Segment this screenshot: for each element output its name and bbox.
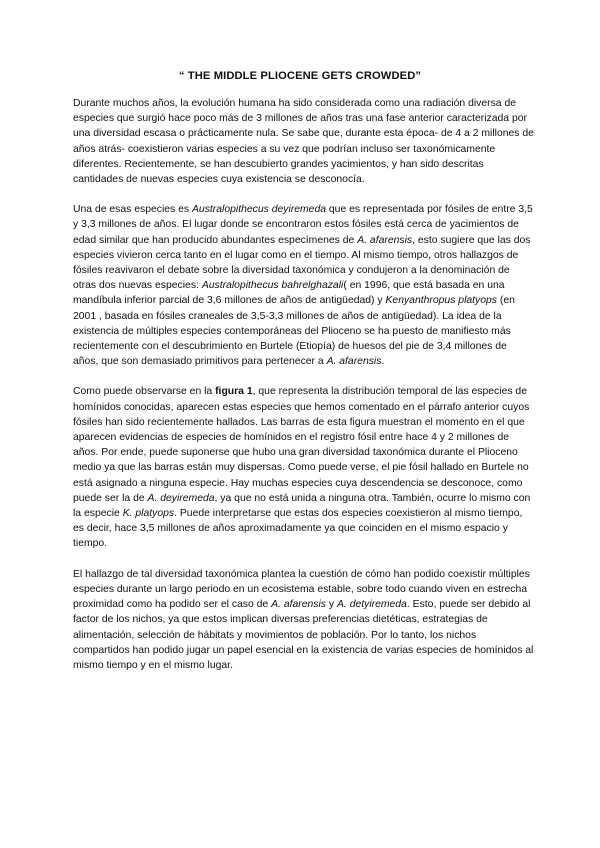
document-body [73,96,535,688]
italic-term: A. afarensis [271,599,326,611]
text-run: Una de esas especies es [73,204,192,216]
paragraph-2 [73,202,535,369]
italic-term: Kenyanthropus platyops [385,295,497,307]
paragraph-4 [73,567,535,673]
italic-term: A. detyiremeda [336,599,407,611]
italic-term: Australopithecus bahrelghazali [201,280,344,292]
italic-term: Australopithecus deyiremeda [192,204,326,216]
text-run: , ya que no está unida a ninguna otra. También, ocurre lo mismo con la especie [73,492,531,520]
paragraph-1 [73,96,535,187]
text-run: . [381,356,385,368]
text-run: Como puede observarse en la [73,386,216,398]
text-run: Durante muchos años, la evolución humana ha sido considerada como una radiación diversa de especies que surgió hace poco más de 3 millones de años tras una fase anterior caracterizada por una diversidad escasa o prácticamente nula. Se sabe que, durante esta época- de 4 a 2 millones de años atrás- coexistieron varias especies a su vez que podrían incluso ser taxonómicamente diferentes. Recientemente, se han descubierto grandes yacimientos, y han sido descritas cantidades de nuevas especies cuya existencia se desconocía. [73,98,534,186]
text-run: (en 2001 , basada en fósiles craneales de 3,5-3,3 millones de años de antigüedad). La idea de la existencia de múltiples especies contemporáneas del Plioceno se ha puesto de manifiesto más recientemente con el descubrimiento en Burtele (Etiopía) de huesos del pie de 3,4 millones de años, que son demasiado primitivos para pertenecer a [73,295,515,368]
text-run: y [326,599,337,611]
text-run: que es representada por fósiles de entre 3,5 y 3,3 millones de años. El lugar donde se encontraron estos fósiles está cerca de yacimientos de edad similar que han producido abundantes especímenes de [73,204,533,246]
italic-term: A. afarensis [326,356,382,368]
italic-term: A. afarensis [357,234,413,246]
italic-term: K. platyops [122,508,175,520]
text-run: , que representa la distribución temporal de las especies de homínidos conocidas, aparecen estas especies que hemos comentado en el párrafo anterior cuyos fósiles han sido recientemente hallados. Las barras de esta figura muestran el momento en el que aparecen evidencias de especies de homínidos en el registro fósil entre hace 4 y 2 millones de años. Por ende, puede suponerse que hubo una gran diversidad taxonómica durante el Plioceno medio ya que las barras están muy dispersas. Como puede verse, el pie fósil hallado en Burtele no está asignado a ninguna especie. Hay muchas especies cuya descendencia se desconoce, como puede ser la de [73,386,530,504]
page-title: “ THE MIDDLE PLIOCENE GETS CROWDED” [178,70,422,82]
text-run: . Esto, puede ser debido al factor de los nichos, ya que estos implican diversas preferencias dietéticas, estrategias de alimentación, selección de hábitats y movimientos de población. Por lo tanto, los nichos compartidos han podido jugar un papel esencial en la existencia de varias especies de homínidos al mismo tiempo y en el mismo lugar. [73,599,534,671]
text-run: El hallazgo de tal diversidad taxonómica plantea la cuestión de cómo han podido coexistir múltiples especies durante un largo periodo en un ecosistema estable, sobre todo cuando viven en estrecha proximidad como ha podido ser el caso de [73,568,530,611]
italic-term: A. deyiremeda [147,492,215,504]
paragraph-3 [73,384,535,551]
text-run: . Puede interpretarse que estas dos especies coexistieron al mismo tiempo, es decir, hace 3,5 millones de años aproximadamente ya que coinciden en el mismo espacio y tiempo. [73,508,523,550]
text-run: , esto sugiere que las dos especies vivieron cerca tanto en el lugar como en el tiempo. Al mismo tiempo, otros hallazgos de fósiles reavivaron el debate sobre la diversidad taxonómica y condujeron a la denominación de otras dos nuevas especies: [73,234,531,292]
text-run: ( en 1996, que está basada en una mandíbula inferior parcial de 3,6 millones de años de antigüedad) y [73,280,505,307]
bold-reference: figura 1 [215,386,253,398]
